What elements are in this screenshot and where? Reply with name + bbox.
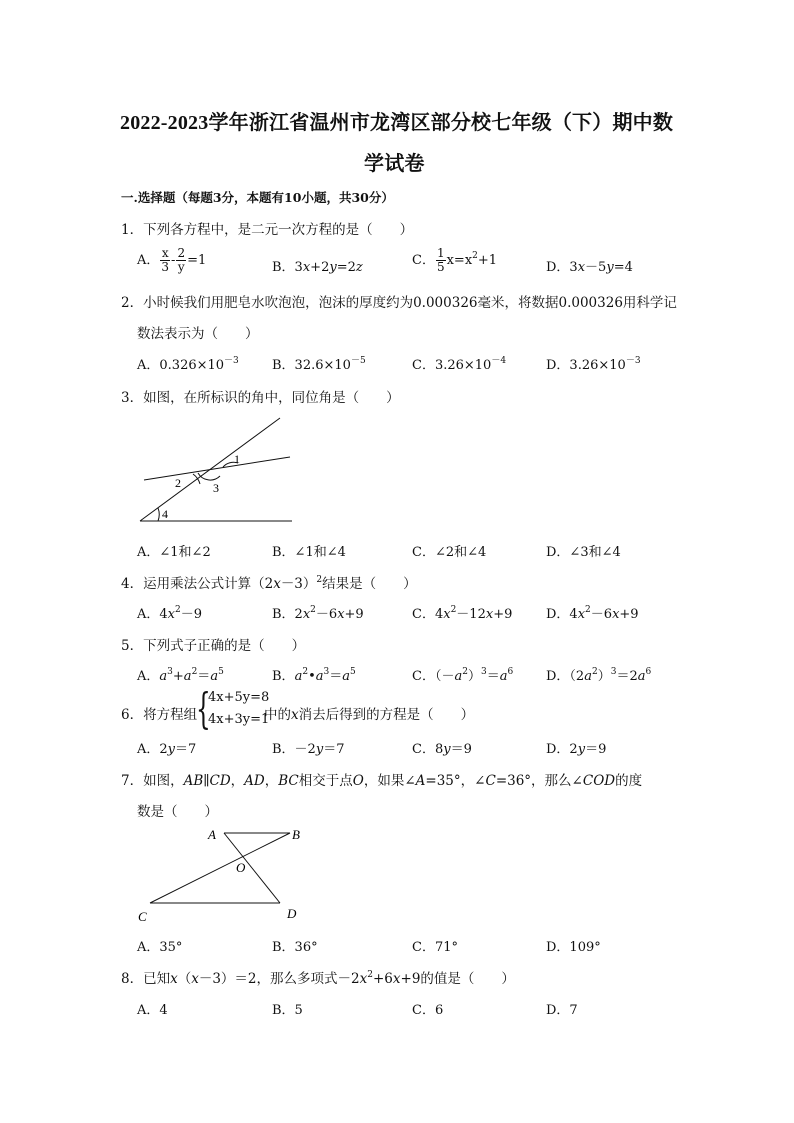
question-2-option-c[interactable]: C．$3.26\times 10^{-4}$ bbox=[412, 356, 507, 373]
question-2-option-a[interactable]: A．$0.326\times 10^{-3}$ bbox=[137, 356, 239, 373]
question-8-option-a[interactable]: A．4 bbox=[137, 1003, 168, 1018]
question-3-stem: 3．如图，在所标识的角中，同位角是（ ） bbox=[121, 390, 400, 406]
question-7-stem-line2: 数是（ ） bbox=[137, 804, 218, 820]
system-brace: { bbox=[196, 684, 211, 733]
system-equation-2: 4x+3y=1 bbox=[208, 712, 270, 727]
point-d-label: D bbox=[287, 906, 297, 921]
question-5-option-a[interactable]: A．$a^3+a^2=a^5$ bbox=[137, 667, 224, 684]
question-1-option-d[interactable]: D．3x－5y=4 bbox=[546, 260, 633, 275]
option-c-label: C． bbox=[412, 253, 435, 268]
question-4-option-a[interactable]: A．$4x^2-9$ bbox=[137, 605, 203, 622]
question-3-option-b[interactable]: B．∠1和∠4 bbox=[272, 545, 346, 560]
question-4-option-c[interactable]: C．$4x^2-12x+9$ bbox=[412, 605, 513, 622]
question-5-option-b[interactable]: B．$a^2•a^3=a^5$ bbox=[272, 667, 356, 684]
fraction: $\frac{x}{3}$ bbox=[161, 246, 170, 274]
question-6-stem-suffix: 中的x消去后得到的方程是（ ） bbox=[264, 707, 475, 723]
point-b-label: B bbox=[292, 827, 300, 842]
question-8-option-d[interactable]: D．7 bbox=[546, 1003, 578, 1018]
point-a-label: A bbox=[208, 827, 216, 842]
question-3-option-d[interactable]: D．∠3和∠4 bbox=[546, 545, 621, 560]
page-title: 2022-2023学年浙江省温州市龙湾区部分校七年级（下）期中数 bbox=[120, 112, 674, 134]
question-2-option-d[interactable]: D．$3.26\times 10^{-3}$ bbox=[546, 356, 641, 373]
question-8-option-c[interactable]: C．6 bbox=[412, 1003, 444, 1018]
page-title-line2: 学试卷 bbox=[364, 153, 425, 175]
question-4-option-b[interactable]: B．$2x^2-6x+9$ bbox=[272, 605, 364, 622]
question-1-option-c[interactable]: C． $\frac{1}{5}$ $x=x^2+1$ bbox=[412, 246, 498, 274]
question-2-option-b[interactable]: B．$32.6\times 10^{-5}$ bbox=[272, 356, 366, 373]
angle-3-label: 3 bbox=[213, 481, 219, 495]
fraction: $\frac{1}{5}$ bbox=[436, 246, 445, 274]
angle-1-label: 1 bbox=[234, 452, 240, 466]
question-6-option-c[interactable]: C．8y＝9 bbox=[412, 742, 472, 757]
angle-2-label: 2 bbox=[175, 476, 181, 490]
question-6-option-d[interactable]: D．2y＝9 bbox=[546, 742, 607, 757]
point-o-label: O bbox=[236, 860, 246, 875]
system-equation-1: 4x+5y=8 bbox=[208, 690, 270, 705]
question-8-option-b[interactable]: B．5 bbox=[272, 1003, 303, 1018]
question-6-option-a[interactable]: A．2y＝7 bbox=[137, 742, 197, 757]
point-c-label: C bbox=[138, 909, 147, 924]
question-5-option-c[interactable]: C．$(-a^2)^3=a^6$ bbox=[412, 667, 514, 684]
angle-3-arc bbox=[198, 473, 220, 480]
question-5-option-d[interactable]: D．$(2a^2)^3=2a^6$ bbox=[546, 667, 652, 684]
question-1-option-a[interactable]: A． $\frac{x}{3}$ - $\frac{2}{y}$ =1 bbox=[137, 246, 207, 274]
option-a-label: A． bbox=[137, 253, 160, 268]
question-7-figure bbox=[130, 822, 320, 927]
question-5-stem: 5．下列式子正确的是（ ） bbox=[121, 638, 306, 654]
question-6-option-b[interactable]: B．－2y＝7 bbox=[272, 742, 345, 757]
angle-4-arc bbox=[158, 508, 159, 521]
question-7-option-c[interactable]: C．71° bbox=[412, 940, 458, 955]
question-7-option-b[interactable]: B．36° bbox=[272, 940, 318, 955]
angle-4-label: 4 bbox=[162, 507, 168, 521]
question-1-option-b[interactable]: B．3x+2y=2z bbox=[272, 260, 363, 275]
question-4-option-d[interactable]: D．$4x^2-6x+9$ bbox=[546, 605, 639, 622]
question-7-option-a[interactable]: A．35° bbox=[137, 940, 183, 955]
question-8-stem: 8．已知x（x－3）＝2，那么多项式$-2x^2+6x+9$的值是（ ） bbox=[121, 970, 515, 987]
question-3-figure bbox=[130, 412, 300, 527]
question-7-option-d[interactable]: D．109° bbox=[546, 940, 601, 955]
question-4-stem: 4．运用乘法公式计算$(2x-3)^2$结果是（ ） bbox=[121, 575, 417, 592]
question-2-stem: 2．小时候我们用肥皂水吹泡泡，泡沫的厚度约为0.000326毫米，将数据0.000326用科学记 bbox=[121, 295, 677, 311]
question-7-stem: 7．如图，AB∥CD，AD，BC相交于点O，如果∠A=35°，∠C=36°，那么∠COD的度 bbox=[121, 773, 643, 789]
segment-bc bbox=[150, 833, 290, 903]
question-6-stem-prefix: 6．将方程组 bbox=[121, 707, 198, 723]
question-1-stem: 1．下列各方程中，是二元一次方程的是（ ） bbox=[121, 222, 414, 238]
fraction: $\frac{2}{y}$ bbox=[177, 246, 186, 274]
upper-line bbox=[144, 457, 290, 480]
question-3-option-a[interactable]: A．∠1和∠2 bbox=[137, 545, 211, 560]
section-heading: 一.选择题（每题3分，本题有10小题，共30分） bbox=[121, 190, 394, 205]
segment-ad bbox=[224, 833, 280, 903]
transversal-line bbox=[140, 418, 280, 521]
question-2-stem-line2: 数法表示为（ ） bbox=[137, 326, 259, 342]
question-3-option-c[interactable]: C．∠2和∠4 bbox=[412, 545, 487, 560]
